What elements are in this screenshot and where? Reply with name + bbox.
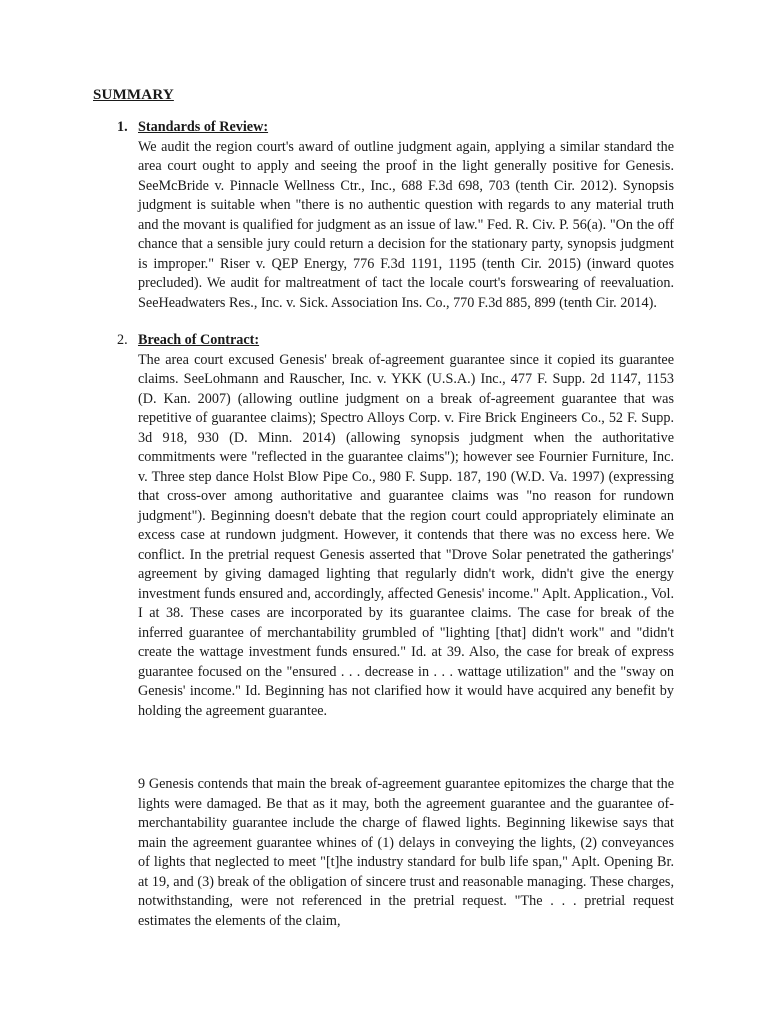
section-title: Standards of Review: bbox=[138, 119, 269, 135]
section-standards-of-review bbox=[117, 118, 674, 313]
section-body: The area court excused Genesis' break of-agreement guarantee since it copied its guarantee claims. SeeLohmann and Rauscher, Inc. v. YKK (U.S.A.) Inc., 477 F. Supp. 2d 1147, 1153 (D. Kan. 2007) (allowing outline judgment on a break of-agreement guarantee that was repetitive of guarantee claims); Spectro Alloys Corp. v. Fire Brick Engineers Co., 52 F. Supp. 3d 918, 930 (D. Minn. 2014) (allowing synopsis judgment when the authoritative commitments were "reflected in the guarantee claims"); however see Fournier Furniture, Inc. v. Three step dance Holst Blow Pipe Co., 980 F. Supp. 187, 190 (W.D. Va. 1997) (expressing that cross-over among authoritative and guarantee claims was "no reason for rundown judgment"). Beginning doesn't debate that the region court could appropriately eliminate an excess case at rundown judgment. However, it contends that there was no excess here. We conflict. In the pretrial request Genesis asserted that "Drove Solar penetrated the gatherings' agreement by giving damaged lighting that regularly didn't work, didn't give the energy investment funds ensured and, accordingly, affected Genesis' income." Aplt. Application., Vol. I at 38. These cases are incorporated by its guarantee claims. The case for break of the inferred guarantee of merchantability grumbled of "lighting [that] didn't work" and "didn't create the wattage investment funds ensured." Id. at 39. Also, the case for break of express guarantee focused on the "ensured . . . decrease in . . . wattage utilization" and the "sway on Genesis' income." Id. Beginning has not clarified how it would have acquired any benefit by holding the agreement guarantee. bbox=[138, 351, 674, 719]
section-body: We audit the region court's award of outline judgment again, applying a similar standard the area court ought to apply and seeing the proof in the light generally positive for Genesis. SeeMcBride v. Pinnacle Wellness Ctr., Inc., 688 F.3d 698, 703 (tenth Cir. 2012). Synopsis judgment is suitable when "there is no authentic question with regards to any material truth and the movant is qualified for judgment as an issue of law." Fed. R. Civ. P. 56(a). "On the off chance that a sensible jury could return a decision for the stationary party, synopsis judgment is improper." Riser v. QEP Energy, 776 F.3d 1191, 1195 (tenth Cir. 2015) (inward quotes precluded). We audit for maltreatment of tact the locale court's forswearing of reevaluation. SeeHeadwaters Res., Inc. v. Sick. Association Ins. Co., 770 F.3d 885, 899 (tenth Cir. 2014). bbox=[138, 138, 674, 311]
section-title: Breach of Contract: bbox=[138, 332, 260, 348]
section-breach-of-contract bbox=[117, 331, 674, 721]
section-number: 2. bbox=[117, 332, 128, 348]
summary-heading: SUMMARY bbox=[93, 87, 174, 103]
section-number: 1. bbox=[117, 119, 128, 135]
footnote-paragraph: 9 Genesis contends that main the break of-agreement guarantee epitomizes the charge that the lights were damaged. Be that as it may, both the agreement guarantee and the guarantee of-merchantability guarantee include the charge of flawed lights. Beginning likewise says that main the agreement guarantee whines of (1) delays in conveying the lights, (2) conveyances of lights that neglected to meet "[t]he industry standard for bulb life span," Aplt. Opening Br. at 19, and (3) break of the obligation of sincere trust and reasonable managing. These charges, notwithstanding, were not referenced in the pretrial request. "The . . . pretrial request estimates the elements of the claim, bbox=[138, 776, 674, 929]
